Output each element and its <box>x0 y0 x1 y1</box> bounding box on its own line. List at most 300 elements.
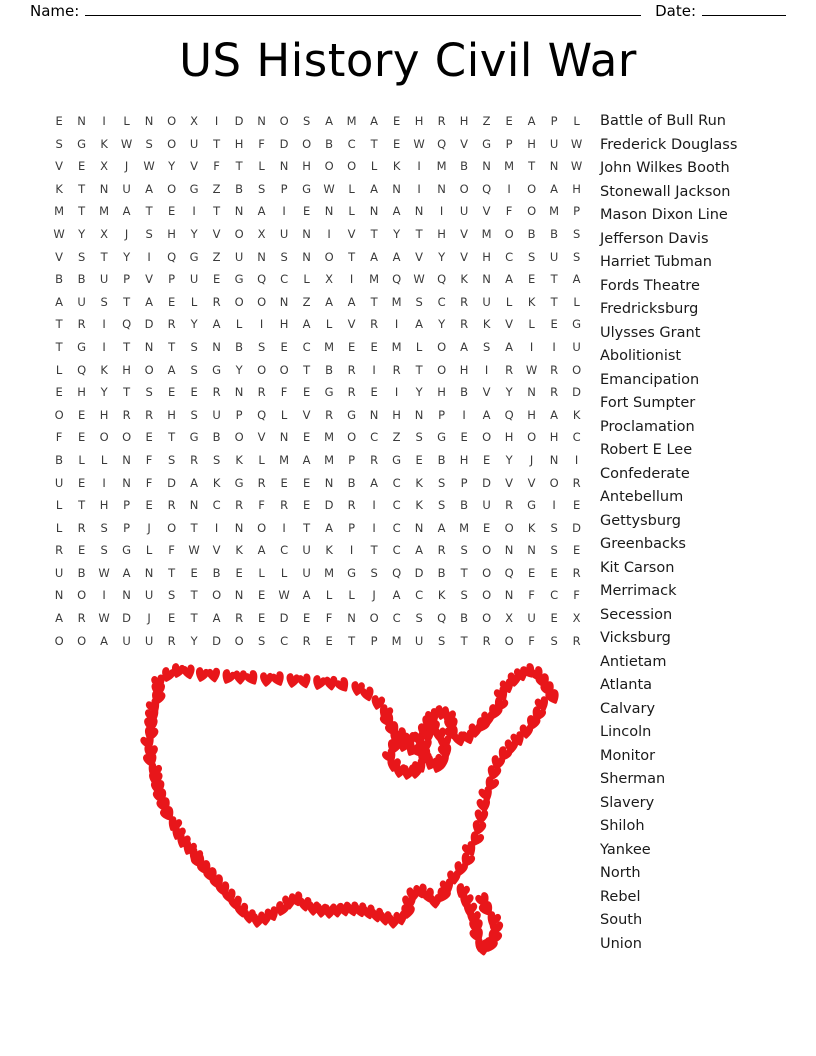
grid-cell[interactable]: E <box>77 543 86 558</box>
grid-cell[interactable]: N <box>77 114 87 128</box>
grid-cell[interactable]: N <box>369 204 379 219</box>
grid-cell[interactable]: S <box>437 498 446 513</box>
grid-cell[interactable]: S <box>257 181 266 196</box>
grid-cell[interactable]: R <box>370 452 379 467</box>
grid-cell[interactable]: E <box>235 565 244 580</box>
word-list-item[interactable]: Mason Dixon Line <box>600 207 728 223</box>
grid-cell[interactable]: W <box>120 136 133 151</box>
grid-cell[interactable]: M <box>54 204 65 219</box>
grid-cell[interactable]: W <box>525 362 538 377</box>
grid-cell[interactable]: O <box>234 226 244 241</box>
grid-cell[interactable]: H <box>459 452 469 467</box>
word-list-item[interactable]: Greenbacks <box>600 536 686 552</box>
grid-cell[interactable]: E <box>167 385 176 400</box>
grid-cell[interactable]: E <box>460 430 469 445</box>
grid-cell[interactable]: S <box>167 452 176 467</box>
grid-cell[interactable]: E <box>550 565 559 580</box>
grid-cell[interactable]: O <box>144 362 154 377</box>
grid-cell[interactable]: E <box>190 565 199 580</box>
grid-cell[interactable]: C <box>437 294 446 309</box>
grid-cell[interactable]: V <box>527 475 536 490</box>
grid-cell[interactable]: N <box>414 520 424 535</box>
grid-cell[interactable]: R <box>257 385 266 400</box>
grid-cell[interactable]: S <box>482 339 491 354</box>
grid-cell[interactable]: H <box>99 407 109 422</box>
grid-cell[interactable]: U <box>189 272 199 287</box>
word-list-item[interactable]: Monitor <box>600 747 656 764</box>
word-list-item[interactable]: Shiloh <box>600 818 645 834</box>
grid-cell[interactable]: N <box>504 588 514 603</box>
grid-cell[interactable]: L <box>415 339 423 354</box>
grid-cell[interactable]: T <box>460 565 468 580</box>
word-list-item[interactable]: Kit Carson <box>600 559 675 576</box>
grid-cell[interactable]: L <box>370 159 378 174</box>
grid-cell[interactable]: G <box>122 543 132 558</box>
grid-cell[interactable]: S <box>212 452 221 467</box>
grid-cell[interactable]: E <box>212 272 221 287</box>
grid-cell[interactable]: I <box>439 204 444 219</box>
word-list-item[interactable]: John Wilkes Booth <box>600 160 730 176</box>
grid-cell[interactable]: U <box>77 294 87 309</box>
grid-cell[interactable]: O <box>504 520 514 535</box>
word-list-item[interactable]: Antebellum <box>600 489 684 505</box>
grid-cell[interactable]: L <box>78 452 86 467</box>
grid-cell[interactable]: P <box>438 407 446 422</box>
grid-cell[interactable]: Q <box>437 136 447 151</box>
grid-cell[interactable]: O <box>459 181 469 196</box>
grid-cell[interactable]: T <box>190 611 198 626</box>
grid-cell[interactable]: U <box>234 249 244 264</box>
grid-cell[interactable]: S <box>257 633 266 648</box>
word-list-item[interactable]: Battle of Bull Run <box>600 113 726 129</box>
grid-cell[interactable]: O <box>302 136 312 151</box>
grid-cell[interactable]: K <box>460 272 469 287</box>
grid-cell[interactable]: A <box>460 339 469 354</box>
grid-cell[interactable]: R <box>77 520 86 535</box>
grid-cell[interactable]: M <box>324 565 335 580</box>
grid-cell[interactable]: A <box>370 249 379 264</box>
grid-cell[interactable]: B <box>550 226 559 241</box>
grid-cell[interactable]: R <box>77 317 86 332</box>
grid-cell[interactable]: P <box>280 181 288 196</box>
grid-cell[interactable]: K <box>482 317 491 332</box>
grid-cell[interactable]: X <box>325 272 334 287</box>
grid-cell[interactable]: V <box>482 385 491 400</box>
grid-cell[interactable]: K <box>527 294 536 309</box>
word-list-item[interactable]: Abolitionist <box>600 348 682 364</box>
grid-cell[interactable]: T <box>370 226 378 241</box>
grid-cell[interactable]: O <box>212 588 222 603</box>
grid-cell[interactable]: I <box>394 385 399 400</box>
grid-cell[interactable]: R <box>55 543 64 558</box>
grid-cell[interactable]: P <box>348 520 356 535</box>
grid-cell[interactable]: C <box>392 543 401 558</box>
grid-cell[interactable]: P <box>123 520 131 535</box>
word-list-item[interactable]: Proclamation <box>600 418 695 435</box>
grid-cell[interactable]: Y <box>190 317 198 332</box>
grid-cell[interactable]: K <box>415 498 424 513</box>
grid-cell[interactable]: N <box>257 114 267 128</box>
grid-cell[interactable]: F <box>55 430 63 445</box>
grid-cell[interactable]: G <box>324 385 334 400</box>
grid-cell[interactable]: S <box>77 249 86 264</box>
grid-cell[interactable]: H <box>527 407 537 422</box>
grid-cell[interactable]: F <box>145 452 153 467</box>
grid-cell[interactable]: D <box>414 565 424 580</box>
grid-cell[interactable]: A <box>505 272 514 287</box>
grid-cell[interactable]: O <box>234 430 244 445</box>
word-list-item[interactable]: Fort Sumpter <box>600 395 696 411</box>
grid-cell[interactable]: O <box>77 588 87 603</box>
grid-cell[interactable]: M <box>436 159 447 174</box>
grid-cell[interactable]: A <box>392 204 401 219</box>
grid-cell[interactable]: F <box>145 475 153 490</box>
grid-cell[interactable]: T <box>460 633 468 648</box>
grid-cell[interactable]: Y <box>505 452 513 467</box>
grid-cell[interactable]: H <box>167 407 177 422</box>
grid-cell[interactable]: T <box>168 430 176 445</box>
grid-cell[interactable]: E <box>347 339 356 354</box>
grid-cell[interactable]: N <box>392 181 402 196</box>
grid-cell[interactable]: H <box>437 385 447 400</box>
grid-cell[interactable]: G <box>347 565 357 580</box>
grid-cell[interactable]: R <box>167 317 176 332</box>
word-list-item[interactable]: South <box>600 912 643 928</box>
grid-cell[interactable]: R <box>370 317 379 332</box>
grid-cell[interactable]: J <box>147 611 152 626</box>
grid-cell[interactable]: R <box>482 633 491 648</box>
word-list-item[interactable]: Stonewall Jackson <box>600 183 731 200</box>
grid-cell[interactable]: K <box>325 543 334 558</box>
grid-cell[interactable]: B <box>460 385 469 400</box>
grid-cell[interactable]: Y <box>190 633 198 648</box>
grid-cell[interactable]: L <box>235 317 243 332</box>
grid-cell[interactable]: S <box>100 543 109 558</box>
grid-cell[interactable]: R <box>257 475 266 490</box>
grid-cell[interactable]: N <box>122 475 132 490</box>
grid-cell[interactable]: D <box>212 633 222 648</box>
grid-cell[interactable]: M <box>391 339 402 354</box>
grid-cell[interactable]: A <box>325 114 334 128</box>
grid-cell[interactable]: G <box>572 317 582 332</box>
grid-cell[interactable]: C <box>212 498 221 513</box>
grid-cell[interactable]: N <box>302 226 312 241</box>
grid-cell[interactable]: L <box>100 452 108 467</box>
grid-cell[interactable]: O <box>234 294 244 309</box>
grid-cell[interactable]: A <box>347 294 356 309</box>
word-list-item[interactable]: Union <box>600 935 642 952</box>
grid-cell[interactable]: H <box>504 430 514 445</box>
grid-cell[interactable]: E <box>302 498 311 513</box>
grid-cell[interactable]: B <box>325 136 334 151</box>
grid-cell[interactable]: S <box>550 520 559 535</box>
grid-cell[interactable]: W <box>323 181 336 196</box>
grid-cell[interactable]: Q <box>167 249 177 264</box>
grid-cell[interactable]: C <box>392 520 401 535</box>
grid-cell[interactable]: R <box>460 294 469 309</box>
grid-cell[interactable]: E <box>190 385 199 400</box>
grid-cell[interactable]: O <box>482 543 492 558</box>
grid-cell[interactable]: C <box>280 633 289 648</box>
grid-cell[interactable]: O <box>324 249 334 264</box>
grid-cell[interactable]: B <box>55 452 64 467</box>
grid-cell[interactable]: B <box>235 181 244 196</box>
grid-cell[interactable]: S <box>550 543 559 558</box>
grid-cell[interactable]: L <box>280 407 288 422</box>
grid-cell[interactable]: Q <box>437 272 447 287</box>
grid-cell[interactable]: V <box>460 136 469 151</box>
grid-cell[interactable]: Z <box>392 430 401 445</box>
grid-cell[interactable]: W <box>98 611 111 626</box>
grid-cell[interactable]: G <box>189 181 199 196</box>
grid-cell[interactable]: I <box>214 520 219 535</box>
grid-cell[interactable]: I <box>259 317 264 332</box>
grid-cell[interactable]: I <box>417 159 422 174</box>
word-list-item[interactable]: Jefferson Davis <box>600 230 709 247</box>
grid-cell[interactable]: I <box>372 498 377 513</box>
grid-cell[interactable]: B <box>437 565 446 580</box>
grid-cell[interactable]: C <box>302 339 311 354</box>
grid-cell[interactable]: T <box>123 339 131 354</box>
grid-cell[interactable]: A <box>505 339 514 354</box>
name-write-line[interactable] <box>85 14 641 16</box>
grid-cell[interactable]: A <box>212 611 221 626</box>
grid-cell[interactable]: W <box>413 136 426 151</box>
word-list-item[interactable]: Secession <box>600 606 673 623</box>
grid-cell[interactable]: O <box>99 430 109 445</box>
grid-cell[interactable]: S <box>437 475 446 490</box>
grid-cell[interactable]: R <box>212 294 221 309</box>
grid-cell[interactable]: T <box>528 159 536 174</box>
grid-cell[interactable]: A <box>145 181 154 196</box>
grid-cell[interactable]: V <box>212 543 221 558</box>
grid-cell[interactable]: T <box>123 294 131 309</box>
grid-cell[interactable]: S <box>190 339 199 354</box>
grid-cell[interactable]: J <box>124 226 129 241</box>
grid-cell[interactable]: I <box>102 588 107 603</box>
grid-cell[interactable]: U <box>144 633 154 648</box>
grid-cell[interactable]: O <box>504 226 514 241</box>
grid-cell[interactable]: N <box>324 475 334 490</box>
grid-cell[interactable]: U <box>54 565 64 580</box>
grid-cell[interactable]: I <box>417 181 422 196</box>
grid-cell[interactable]: D <box>279 611 289 626</box>
grid-cell[interactable]: T <box>348 249 356 264</box>
grid-cell[interactable]: E <box>257 611 266 626</box>
grid-cell[interactable]: F <box>168 543 176 558</box>
grid-cell[interactable]: A <box>437 520 446 535</box>
grid-cell[interactable]: R <box>235 611 244 626</box>
grid-cell[interactable]: H <box>77 385 87 400</box>
grid-cell[interactable]: O <box>482 611 492 626</box>
grid-cell[interactable]: E <box>302 611 311 626</box>
grid-cell[interactable]: H <box>414 114 424 128</box>
grid-cell[interactable]: H <box>459 362 469 377</box>
grid-cell[interactable]: S <box>572 249 581 264</box>
grid-cell[interactable]: Z <box>212 249 221 264</box>
grid-cell[interactable]: R <box>302 633 311 648</box>
grid-cell[interactable]: I <box>102 317 107 332</box>
grid-cell[interactable]: A <box>370 475 379 490</box>
grid-cell[interactable]: C <box>347 136 356 151</box>
grid-cell[interactable]: L <box>573 294 581 309</box>
grid-cell[interactable]: D <box>144 317 154 332</box>
grid-cell[interactable]: H <box>572 181 582 196</box>
grid-cell[interactable]: G <box>234 272 244 287</box>
grid-cell[interactable]: S <box>145 226 154 241</box>
grid-cell[interactable]: I <box>192 204 197 219</box>
grid-cell[interactable]: K <box>235 452 244 467</box>
grid-cell[interactable]: K <box>527 520 536 535</box>
grid-cell[interactable]: T <box>100 249 108 264</box>
grid-cell[interactable]: F <box>528 633 536 648</box>
grid-cell[interactable]: E <box>302 204 311 219</box>
grid-cell[interactable]: V <box>190 159 199 174</box>
grid-cell[interactable]: S <box>302 114 311 128</box>
grid-cell[interactable]: T <box>303 362 311 377</box>
grid-cell[interactable]: L <box>528 317 536 332</box>
grid-cell[interactable]: K <box>437 588 446 603</box>
grid-cell[interactable]: U <box>414 633 424 648</box>
grid-cell[interactable]: T <box>190 520 198 535</box>
grid-cell[interactable]: G <box>189 430 199 445</box>
grid-cell[interactable]: Y <box>78 226 86 241</box>
grid-cell[interactable]: Q <box>504 407 514 422</box>
word-list-item[interactable]: Calvary <box>600 700 656 717</box>
grid-cell[interactable]: P <box>460 475 468 490</box>
grid-cell[interactable]: U <box>189 136 199 151</box>
grid-cell[interactable]: L <box>325 317 333 332</box>
grid-cell[interactable]: V <box>460 249 469 264</box>
grid-cell[interactable]: E <box>392 136 401 151</box>
grid-cell[interactable]: N <box>122 452 132 467</box>
grid-cell[interactable]: E <box>280 339 289 354</box>
grid-cell[interactable]: L <box>258 565 266 580</box>
grid-cell[interactable]: V <box>212 226 221 241</box>
grid-cell[interactable]: G <box>527 498 537 513</box>
grid-cell[interactable]: A <box>302 317 311 332</box>
grid-cell[interactable]: O <box>527 181 537 196</box>
grid-cell[interactable]: O <box>347 159 357 174</box>
grid-cell[interactable]: V <box>505 475 514 490</box>
grid-cell[interactable]: X <box>505 611 514 626</box>
grid-cell[interactable]: C <box>392 611 401 626</box>
grid-cell[interactable]: L <box>55 498 63 513</box>
grid-cell[interactable]: S <box>527 249 536 264</box>
grid-cell[interactable]: J <box>529 452 534 467</box>
grid-cell[interactable]: P <box>550 114 558 128</box>
grid-cell[interactable]: M <box>504 159 515 174</box>
grid-cell[interactable]: I <box>349 543 354 558</box>
grid-cell[interactable]: E <box>572 498 581 513</box>
grid-cell[interactable]: M <box>99 204 110 219</box>
grid-cell[interactable]: Y <box>415 385 423 400</box>
grid-cell[interactable]: E <box>325 633 334 648</box>
grid-cell[interactable]: N <box>482 272 492 287</box>
grid-cell[interactable]: O <box>482 565 492 580</box>
grid-cell[interactable]: E <box>482 452 491 467</box>
grid-cell[interactable]: Q <box>392 272 402 287</box>
grid-cell[interactable]: A <box>145 294 154 309</box>
grid-cell[interactable]: A <box>122 204 131 219</box>
grid-cell[interactable]: M <box>391 294 402 309</box>
grid-cell[interactable]: A <box>55 611 64 626</box>
grid-cell[interactable]: E <box>302 430 311 445</box>
grid-cell[interactable]: U <box>482 498 492 513</box>
grid-cell[interactable]: S <box>190 407 199 422</box>
grid-cell[interactable]: R <box>167 498 176 513</box>
grid-cell[interactable]: B <box>460 159 469 174</box>
grid-cell[interactable]: N <box>324 204 334 219</box>
grid-cell[interactable]: E <box>145 498 154 513</box>
grid-cell[interactable]: T <box>303 520 311 535</box>
word-list-item[interactable]: Rebel <box>600 888 641 905</box>
grid-cell[interactable]: A <box>392 249 401 264</box>
grid-cell[interactable]: K <box>572 407 581 422</box>
grid-cell[interactable]: A <box>55 294 64 309</box>
grid-cell[interactable]: E <box>77 430 86 445</box>
grid-cell[interactable]: E <box>77 159 86 174</box>
grid-cell[interactable]: G <box>437 430 447 445</box>
grid-cell[interactable]: A <box>302 452 311 467</box>
word-list-item[interactable]: Antietam <box>600 653 667 670</box>
grid-cell[interactable]: Y <box>438 249 446 264</box>
grid-cell[interactable]: K <box>235 543 244 558</box>
grid-cell[interactable]: N <box>369 407 379 422</box>
grid-cell[interactable]: U <box>459 204 469 219</box>
grid-cell[interactable]: L <box>55 362 63 377</box>
grid-cell[interactable]: R <box>572 475 581 490</box>
grid-cell[interactable]: D <box>572 385 582 400</box>
grid-cell[interactable]: T <box>235 159 243 174</box>
grid-cell[interactable]: E <box>280 475 289 490</box>
grid-cell[interactable]: Q <box>504 565 514 580</box>
grid-cell[interactable]: L <box>325 588 333 603</box>
grid-cell[interactable]: L <box>505 294 513 309</box>
grid-cell[interactable]: H <box>459 114 469 128</box>
grid-cell[interactable]: B <box>77 565 86 580</box>
grid-cell[interactable]: N <box>234 385 244 400</box>
grid-cell[interactable]: S <box>280 249 289 264</box>
grid-cell[interactable]: T <box>190 588 198 603</box>
grid-cell[interactable]: O <box>234 633 244 648</box>
grid-cell[interactable]: S <box>415 294 424 309</box>
grid-cell[interactable]: A <box>122 565 131 580</box>
grid-cell[interactable]: V <box>55 249 64 264</box>
grid-cell[interactable]: R <box>550 385 559 400</box>
grid-cell[interactable]: V <box>257 430 266 445</box>
grid-cell[interactable]: H <box>527 136 537 151</box>
grid-cell[interactable]: I <box>327 226 332 241</box>
grid-cell[interactable]: U <box>54 475 64 490</box>
grid-cell[interactable]: X <box>572 611 581 626</box>
grid-cell[interactable]: N <box>257 249 267 264</box>
grid-cell[interactable]: E <box>505 114 514 128</box>
grid-cell[interactable]: D <box>122 611 132 626</box>
grid-cell[interactable]: F <box>505 204 513 219</box>
grid-cell[interactable]: A <box>482 407 491 422</box>
grid-cell[interactable]: E <box>572 543 581 558</box>
grid-cell[interactable]: S <box>437 633 446 648</box>
grid-cell[interactable]: N <box>189 498 199 513</box>
grid-cell[interactable]: S <box>145 136 154 151</box>
grid-cell[interactable]: B <box>460 498 469 513</box>
grid-cell[interactable]: O <box>527 430 537 445</box>
grid-cell[interactable]: N <box>549 452 559 467</box>
grid-cell[interactable]: Q <box>437 611 447 626</box>
grid-cell[interactable]: M <box>346 114 357 128</box>
grid-cell[interactable]: E <box>167 611 176 626</box>
